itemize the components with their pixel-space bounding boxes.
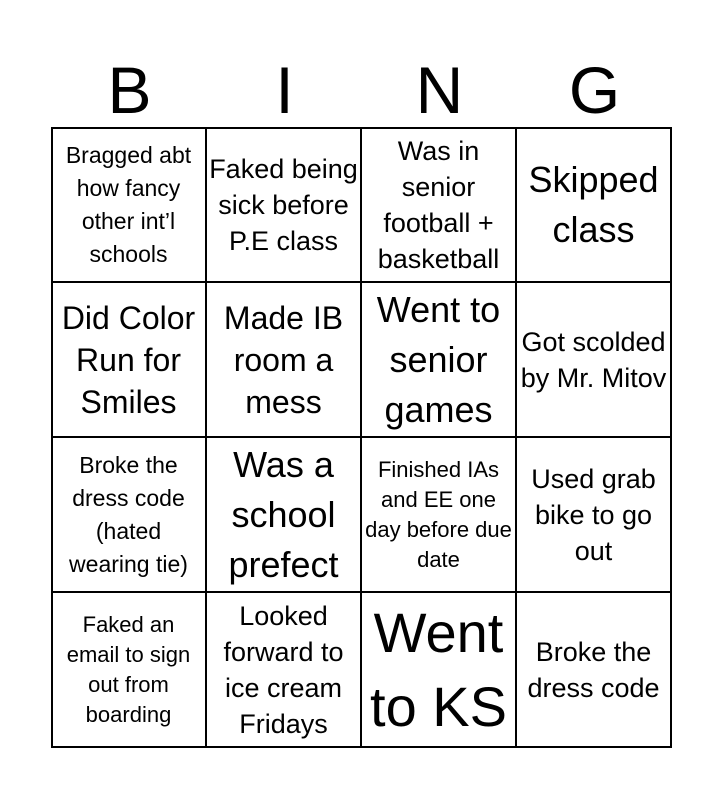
bingo-cell[interactable] xyxy=(517,283,672,438)
bingo-cell-text: Went to KS xyxy=(370,600,507,738)
bingo-cell-text: Broke the dress code xyxy=(527,636,660,703)
bingo-cell-text: Faked being sick before P.E class xyxy=(209,153,358,256)
bingo-cell[interactable] xyxy=(52,283,207,438)
header-letter-i: I xyxy=(275,53,294,127)
bingo-cell[interactable] xyxy=(207,283,362,438)
bingo-cell-text: Looked forward to ice cream Fridays xyxy=(223,600,344,739)
bingo-cell-text: Did Color Run for Smiles xyxy=(61,299,196,420)
bingo-cell-text: Skipped class xyxy=(528,158,659,250)
bingo-cell[interactable] xyxy=(207,438,362,593)
bingo-cell[interactable] xyxy=(362,283,517,438)
bingo-cell[interactable] xyxy=(362,128,517,283)
bingo-cell[interactable] xyxy=(517,593,672,748)
bingo-cell-text: Got scolded by Mr. Mitov xyxy=(520,326,667,393)
bingo-cell[interactable] xyxy=(517,438,672,593)
bingo-cell[interactable] xyxy=(207,128,362,283)
bingo-cell-text: Broke the dress code (hated wearing tie) xyxy=(69,451,188,577)
bingo-cell-text: Was in senior football + basketball xyxy=(377,135,500,274)
bingo-cell-text: Was a school prefect xyxy=(228,443,339,585)
bingo-cell-text: Bragged abt how fancy other int’l schools xyxy=(65,141,192,267)
bingo-cell[interactable] xyxy=(517,128,672,283)
bingo-cell-text: Finished IAs and EE one day before due date xyxy=(365,456,512,572)
bingo-cell[interactable] xyxy=(52,128,207,283)
bingo-card-grid xyxy=(52,128,672,748)
bingo-cell[interactable] xyxy=(207,593,362,748)
bingo-cell-text: Made IB room a mess xyxy=(223,299,344,420)
bingo-cell[interactable] xyxy=(52,593,207,748)
bingo-cell-text: Used grab bike to go out xyxy=(531,463,656,566)
bingo-cell[interactable] xyxy=(362,438,517,593)
header-letter-b: B xyxy=(107,53,152,127)
bingo-cell[interactable] xyxy=(52,438,207,593)
header-letter-n: N xyxy=(415,53,464,127)
bingo-cell-text: Went to senior games xyxy=(376,288,501,430)
bingo-cell-text: Faked an email to sign out from boarding xyxy=(66,611,191,727)
header-letter-g: G xyxy=(568,53,621,127)
bingo-cell[interactable] xyxy=(362,593,517,748)
bingo-header xyxy=(52,52,672,128)
